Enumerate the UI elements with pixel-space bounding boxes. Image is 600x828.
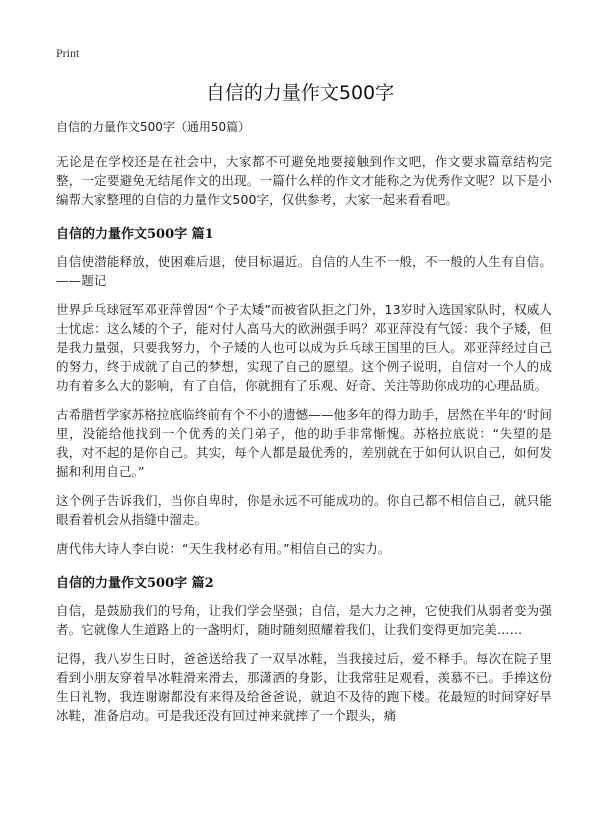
intro-paragraph: 无论是在学校还是在社会中，大家都不可避免地要接触到作文吧，作文要求篇章结构完整，一定要避免无结尾作文的出现。一篇什么样的作文才能称之为优秀作文呢？以下是小编帮大家整理的自信的力量作文500字，仅供参考，大家一起来看看吧。 <box>56 154 552 207</box>
paragraph: 这个例子告诉我们，当你自卑时，你是永远不可能成功的。你自己都不相信自己，就只能眼看着机会从指缝中溜走。 <box>56 493 552 527</box>
section-heading: 自信的力量作文500字 篇1 <box>56 227 214 242</box>
paragraph: 唐代伟大诗人李白说：“天生我材必有用。”相信自己的实力。 <box>56 541 391 556</box>
print-link[interactable]: Print <box>56 46 80 60</box>
article-body <box>56 118 552 735</box>
paragraph: 记得，我八岁生日时，爸爸送给我了一双旱冰鞋，当我接过后，爱不释手。每次在院子里看到小朋友穿着旱冰鞋滑来滑去，那潇洒的身影，让我常驻足观看，羡慕不已。手捧这份生日礼物，我连谢谢都没有来得及给爸爸说，就迫不及待的跑下楼。花最短的时间穿好旱冰鞋，准备启动。可是我还没有回过神来就摔了一个跟头，痛 <box>56 651 552 723</box>
paragraph: 自信，是鼓励我们的号角，让我们学会坚强；自信，是大力之神，它使我们从弱者变为强者。它就像人生道路上的一盏明灯，随时随刻照耀着我们，让我们变得更加完美…… <box>56 603 552 637</box>
page-title: 自信的力量作文500字 <box>205 82 395 104</box>
paragraph: 自信使潜能释放，使困难后退，使目标逼近。自信的人生不一般，不一般的人生有自信。——题记 <box>56 254 552 288</box>
section-heading: 自信的力量作文500字 篇2 <box>56 576 214 591</box>
paragraph: 世界乒乓球冠军邓亚萍曾因“个子太矮”而被省队拒之门外，13岁时入选国家队时，权威人士忧虑：这么矮的个子，能对付人高马大的欧洲强手吗？邓亚萍没有气馁：我个子矮，但是我力量强，只要我努力，个子矮的人也可以成为乒乓球王国里的巨人。邓亚萍经过自己的努力，终于成就了自己的梦想，实现了自己的愿望。这个例子说明，自信对一个人的成功有着多么大的影响，有了自信，你就拥有了乐观、好奇、关注等助你成功的心理品质。 <box>56 302 552 393</box>
article-subtitle: 自信的力量作文500字（通用50篇） <box>56 120 251 134</box>
paragraph: 古希腊哲学家苏格拉底临终前有个不小的遗憾——他多年的得力助手，居然在半年的‘时间里，没能给他找到一个优秀的关门弟子，他的助手非常惭愧。苏格拉底说：“失望的是我，对不起的是你自己。其实，每个人都是最优秀的，差别就在于如何认识自己，如何发掘和利用自己。” <box>56 407 552 479</box>
